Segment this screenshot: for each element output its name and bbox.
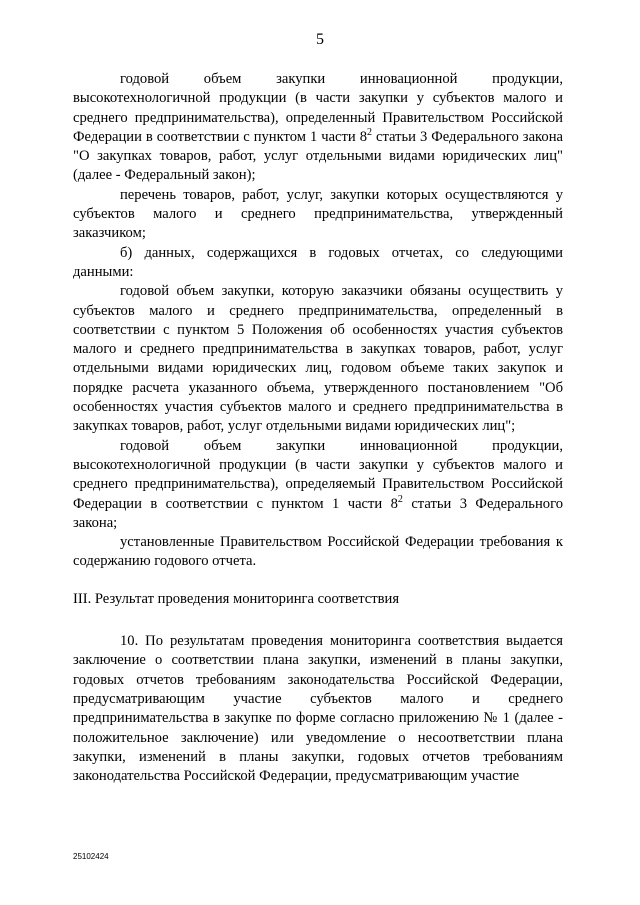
paragraph-innovative-volume [73,70,563,186]
superscript: 2 [367,127,372,139]
paragraph-text: статьи 3 Федерального закона; [73,495,563,531]
paragraph-text: статьи 3 Федерального закона "О закупках товаров, работ, услуг отдельными видами юридических лиц" (далее - Федеральный закон); [73,128,563,184]
paragraph-innovative-volume-2 [73,437,563,533]
paragraph-10: 10. По результатам проведения мониторинга соответствия выдается заключение о соответствии плана закупки, изменений в планы закупки, годовых отчетов требованиям законодательства Российской Федерации, предусматривающим участие субъектов малого и среднего предпринимательства в закупке по форме согласно приложению № 1 (далее - положительное заключение) или уведомление о несоответствии плана закупки, изменений в планы закупки, годовых отчетов требованиям законодательства Российской Федерации, предусматривающим участие [73,633,563,785]
paragraph-text: годовой объем закупки инновационной продукции, высокотехнологичной продукции (в части закупки у субъектов малого и среднего предпринимательства), определенный Правительством Российской Федерации в соответствии с пунктом 1 части 8 [73,71,563,145]
page-number: 5 [316,31,324,48]
paragraph-goods-list: перечень товаров, работ, услуг, закупки которых осуществляются у субъектов малого и среднего предпринимательства, утвержденный заказчиком; [73,186,563,242]
document-code: 25102424 [73,852,109,861]
paragraph-annual-reports: б) данных, содержащихся в годовых отчетах, со следующими данными: [73,244,563,280]
paragraph-requirements: установленные Правительством Российской Федерации требования к содержанию годового отчета. [73,534,563,570]
superscript: 2 [397,493,403,505]
paragraph-text: годовой объем закупки инновационной продукции, высокотехнологичной продукции (в части закупки у субъектов малого и среднего предпринимательства), определяемый Правительством Российской Федерации в соответствии с пунктом 1 части 8 [73,437,563,512]
document-body [73,70,563,786]
section-heading: III. Результат проведения мониторинга соответствия [73,590,400,607]
paragraph-annual-volume: годовой объем закупки, которую заказчики обязаны осуществить у субъектов малого и среднего предпринимательства, определенный в соответствии с пунктом 5 Положения об особенностях участия субъектов малого и среднего предпринимательства в закупках товаров, работ, услуг отдельными видами юридических лиц, годовом объеме таких закупок и порядке расчета указанного объема, утвержденного постановлением "Об особенностях участия субъектов малого и среднего предпринимательства в закупках товаров, работ, услуг отдельными видами юридических лиц"; [73,283,563,435]
